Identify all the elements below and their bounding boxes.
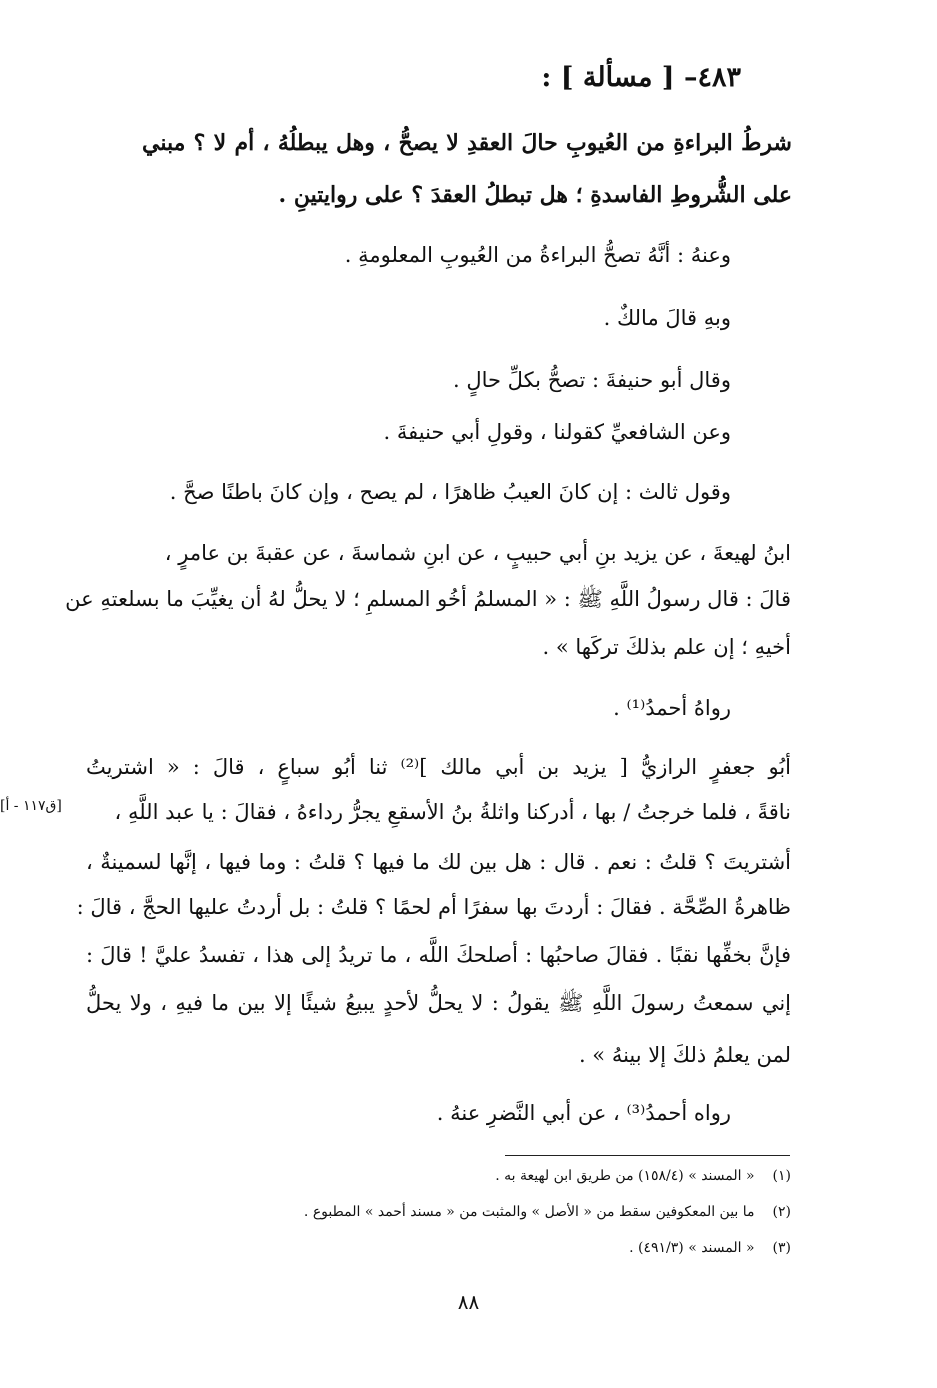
- footnote-number: (٣): [772, 1240, 791, 1256]
- footnote-3: [629, 1237, 791, 1259]
- footnote-text: ما بين المعكوفين سقط من « الأصل » والمثبت من « مسند أحمد » المطبوع .: [303, 1204, 755, 1220]
- footnote-text: « المسند » (٤٩١/٣) .: [629, 1240, 755, 1256]
- text-line-4: وبهِ قالَ مالكٌ .: [603, 306, 731, 330]
- text-line-11: رواهُ أحمدُ⁽¹⁾ .: [613, 696, 731, 720]
- footnote-text: « المسند » (١٥٨/٤) من طريق ابن لهيعة به .: [495, 1168, 755, 1184]
- footnote-2: [304, 1201, 791, 1223]
- footnote-divider: [505, 1155, 790, 1156]
- text-line-1: شرطُ البراءةِ من العُيوبِ حالَ العقدِ لا يصحُّ ، وهل يبطلُهُ ، أم لا ؟ مبني: [142, 130, 792, 156]
- text-line-9: قالَ : قال رسولُ اللَّهِ ﷺ : « المسلمُ أخُو المسلمِ ؛ لا يحلُّ لهُ أن يغيِّبَ ما بسلعتهِ عن: [65, 587, 791, 611]
- text-line-7: وقول ثالث : إن كانَ العيبُ ظاهرًا ، لم يصح ، وإن كانَ باطنًا صحَّ .: [169, 480, 731, 504]
- text-line-17: إني سمعتُ رسولَ اللَّهِ ﷺ يقولُ : لا يحلُّ لأحدٍ يبيعُ شيئًا إلا بين ما فيهِ ، ولا يحلُّ: [86, 991, 791, 1015]
- text-line-8: ابنُ لهيعةَ ، عن يزيد بنِ أبي حبيبٍ ، عن ابنِ شماسةَ ، عن عقبةَ بن عامرٍ ،: [164, 541, 791, 565]
- footnote-number: (١): [772, 1168, 791, 1184]
- text-line-18: لمن يعلمُ ذلكَ إلا بينهُ » .: [578, 1043, 791, 1067]
- footnote-number: (٢): [772, 1204, 791, 1220]
- text-line-6: وعن الشافعيِّ كقولنا ، وقولِ أبي حنيفةَ .: [383, 420, 731, 444]
- text-line-15: ظاهرةُ الصِّحَّة . فقالَ : أردتَ بها سفرًا أم لحمًا ؟ قلتُ : بل أردتُ عليها الحجَّ ، قالَ :: [76, 895, 791, 919]
- text-line-5: وقال أبو حنيفةَ : تصحُّ بكلِّ حالٍ .: [453, 368, 731, 392]
- text-line-13: ناقةً ، فلما خرجتُ / بها ، أدركنا واثلةُ بنُ الأسقعِ يجرُّ رداءهُ ، فقالَ : يا عبد اللَّهِ ،: [114, 800, 791, 824]
- text-line-3: وعنهُ : أنَّهُ تصحُّ البراءةُ من العُيوبِ المعلومةِ .: [344, 243, 731, 267]
- footnote-1: [495, 1165, 791, 1187]
- text-line-19: رواه أحمدُ⁽³⁾ ، عن أبي النَّضرِ عنهُ .: [436, 1101, 731, 1125]
- page-number: ٨٨: [457, 1290, 480, 1314]
- text-line-2: على الشُّروطِ الفاسدةِ ؛ هل تبطلُ العقدَ ؟ على روايتينِ .: [278, 182, 792, 208]
- text-line-16: فإنَّ بخفِّها نقبًا . فقالَ صاحبُها : أصلحكَ اللَّه ، ما تريدُ إلى هذا ، تفسدُ عليَّ ! قالَ :: [86, 943, 791, 967]
- text-line-14: أشتريتَ ؟ قلتُ : نعم . قال : هل بين لك ما فيها ؟ قلتُ : وما فيها ، إنَّها لسمينةٌ ،: [86, 850, 791, 874]
- manuscript-folio-marker: [ق١١٧ - أ]: [0, 798, 62, 814]
- text-line-10: أخيهِ ؛ إن علم بذلكَ تركَها » .: [542, 635, 791, 659]
- issue-heading: ٤٨٣– [ مسألة ] :: [541, 62, 741, 93]
- text-line-12: أبُو جعفرٍ الرازيُّ [ يزيد بن أبي مالك ]⁽²⁾ ثنا أبُو سباعٍ ، قالَ : « اشتريتُ: [86, 755, 791, 779]
